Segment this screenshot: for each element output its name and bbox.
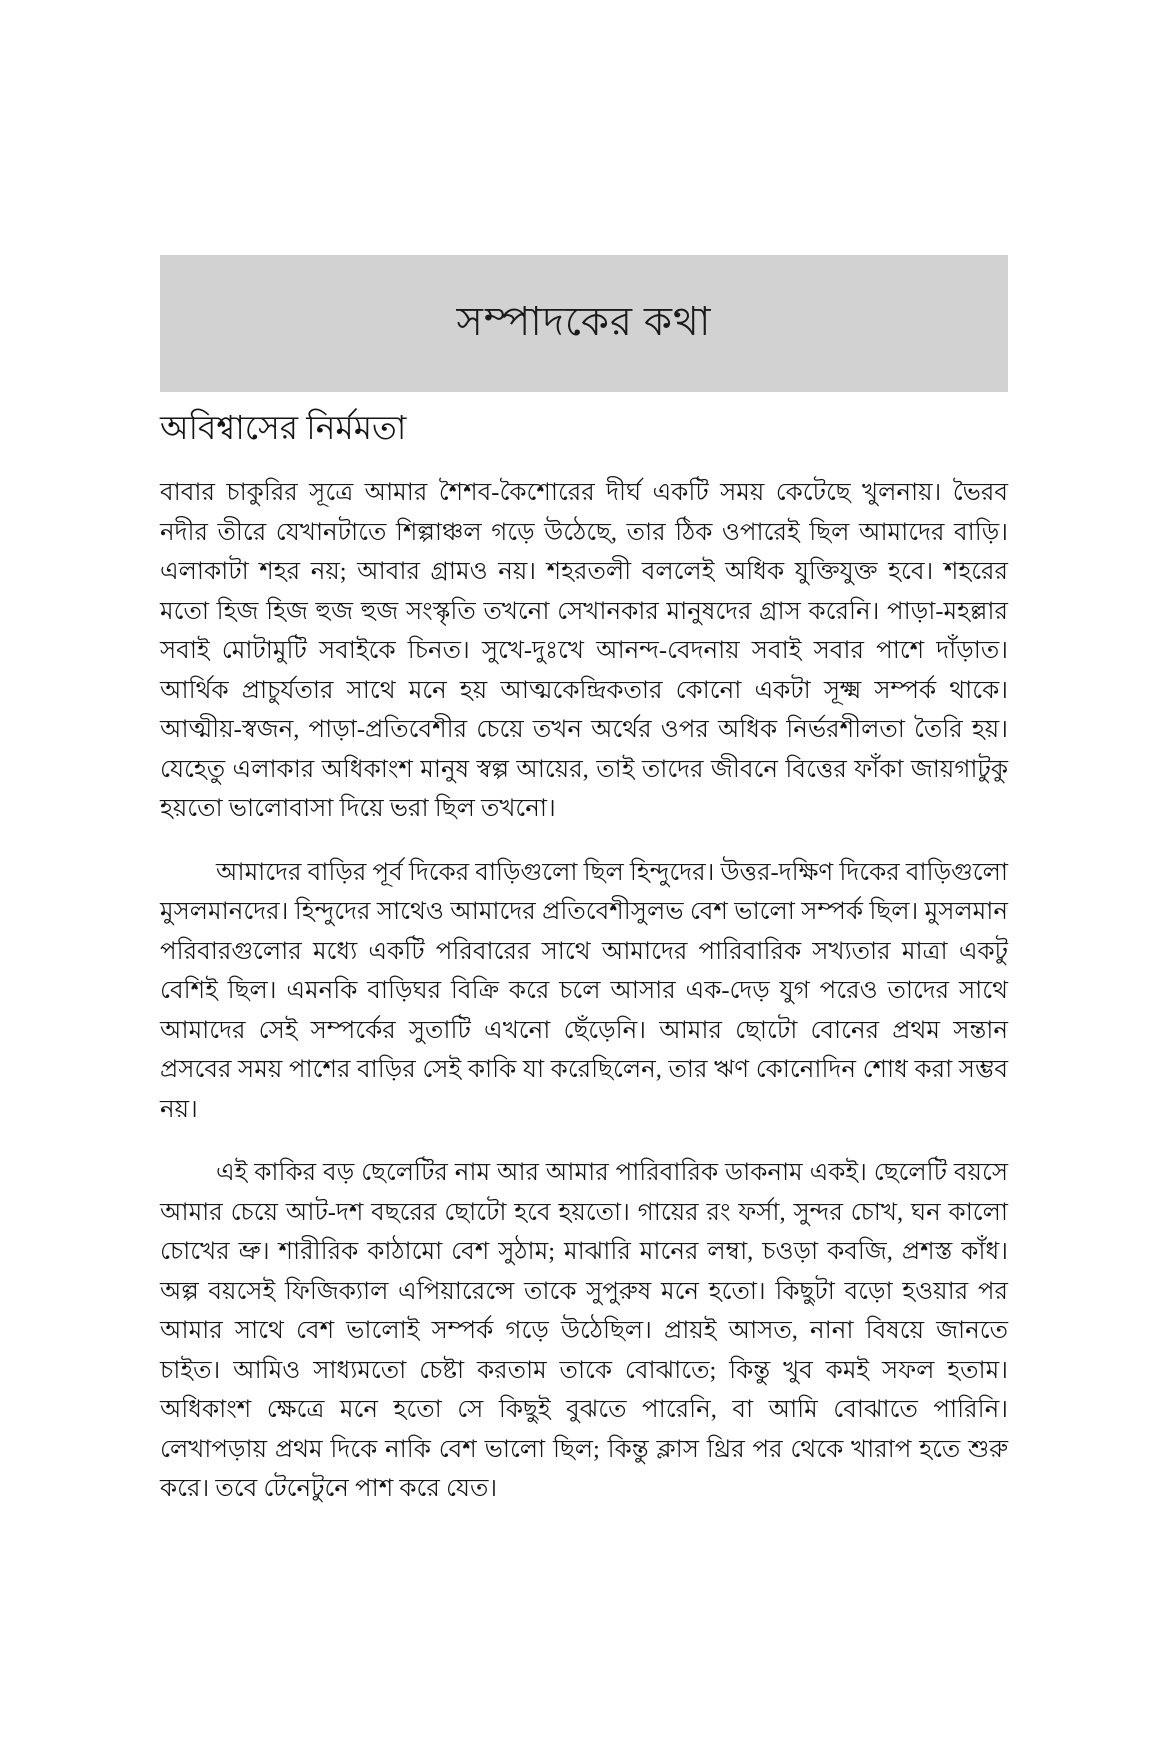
paragraph-3: এই কাকির বড় ছেলেটির নাম আর আমার পারিবারিক ডাকনাম একই। ছেলেটি বয়সে আমার চেয়ে আট-দশ বছরের ছোটো হবে হয়তো। গায়ের রং ফর্সা, সুন্দর চোখ, ঘন কালো চোখের ভ্রু। শারীরিক কাঠামো বেশ সুঠাম; মাঝারি মানের লম্বা, চওড়া কবজি, প্রশস্ত কাঁধ। অল্প বয়সেই ফিজিক্যাল এপিয়ারেন্সে তাকে সুপুরুষ মনে হতো। কিছুটা বড়ো হওয়ার পর আমার সাথে বেশ ভালোই সম্পর্ক গড়ে উঠেছিল। প্রায়ই আসত, নানা বিষয়ে জানতে চাইত। আমিও সাধ্যমতো চেষ্টা করতাম তাকে বোঝাতে; কিন্তু খুব কমই সফল হতাম। অধিকাংশ ক্ষেত্রে মনে হতো সে কিছুই বুঝতে পারেনি, বা আমি বোঝাতে পারিনি। লেখাপড়ায় প্রথম দিকে নাকি বেশ ভালো ছিল; কিন্তু ক্লাস থ্রির পর থেকে খারাপ হতে শুরু করে। তবে টেনেটুনে পাশ করে যেত।: [160, 1159, 1008, 1502]
section-heading: অবিশ্বাসের নির্মমতা: [160, 411, 407, 447]
body-text: [160, 473, 1008, 1509]
chapter-title-band: [160, 255, 1008, 392]
chapter-title: সম্পাদকের কথা: [456, 299, 712, 344]
paragraph-1: বাবার চাকুরির সূত্রে আমার শৈশব-কৈশোরের দীর্ঘ একটি সময় কেটেছে খুলনায়। ভৈরব নদীর তীরে যেখানটাতে শিল্পাঞ্চল গড়ে উঠেছে, তার ঠিক ওপারেই ছিল আমাদের বাড়ি। এলাকাটা শহর নয়; আবার গ্রামও নয়। শহরতলী বললেই অধিক যুক্তিযুক্ত হবে। শহরের মতো হিজ হিজ হুজ হুজ সংস্কৃতি তখনো সেখানকার মানুষদের গ্রাস করেনি। পাড়া-মহল্লার সবাই মোটামুটি সবাইকে চিনত। সুখে-দুঃখে আনন্দ-বেদনায় সবাই সবার পাশে দাঁড়াত। আর্থিক প্রাচুর্যতার সাথে মনে হয় আত্মকেন্দ্রিকতার কোনো একটা সূক্ষ্ম সম্পর্ক থাকে। আত্মীয়-স্বজন, পাড়া-প্রতিবেশীর চেয়ে তখন অর্থের ওপর অধিক নির্ভরশীলতা তৈরি হয়। যেহেতু এলাকার অধিকাংশ মানুষ স্বল্প আয়ের, তাই তাদের জীবনে বিত্তের ফাঁকা জায়গাটুকু হয়তো ভালোবাসা দিয়ে ভরা ছিল তখনো।: [160, 479, 1008, 822]
paragraph-2: আমাদের বাড়ির পূর্ব দিকের বাড়িগুলো ছিল হিন্দুদের। উত্তর-দক্ষিণ দিকের বাড়িগুলো মুসলমানদের। হিন্দুদের সাথেও আমাদের প্রতিবেশীসুলভ বেশ ভালো সম্পর্ক ছিল। মুসলমান পরিবারগুলোর মধ্যে একটি পরিবারের সাথে আমাদের পারিবারিক সখ্যতার মাত্রা একটু বেশিই ছিল। এমনকি বাড়িঘর বিক্রি করে চলে আসার এক-দেড় যুগ পরেও তাদের সাথে আমাদের সেই সম্পর্কের সুতাটি এখনো ছেঁড়েনি। আমার ছোটো বোনের প্রথম সন্তান প্রসবের সময় পাশের বাড়ির সেই কাকি যা করেছিলেন, তার ঋণ কোনোদিন শোধ করা সম্ভব নয়।: [160, 858, 1009, 1123]
page-content: [160, 0, 1008, 1533]
